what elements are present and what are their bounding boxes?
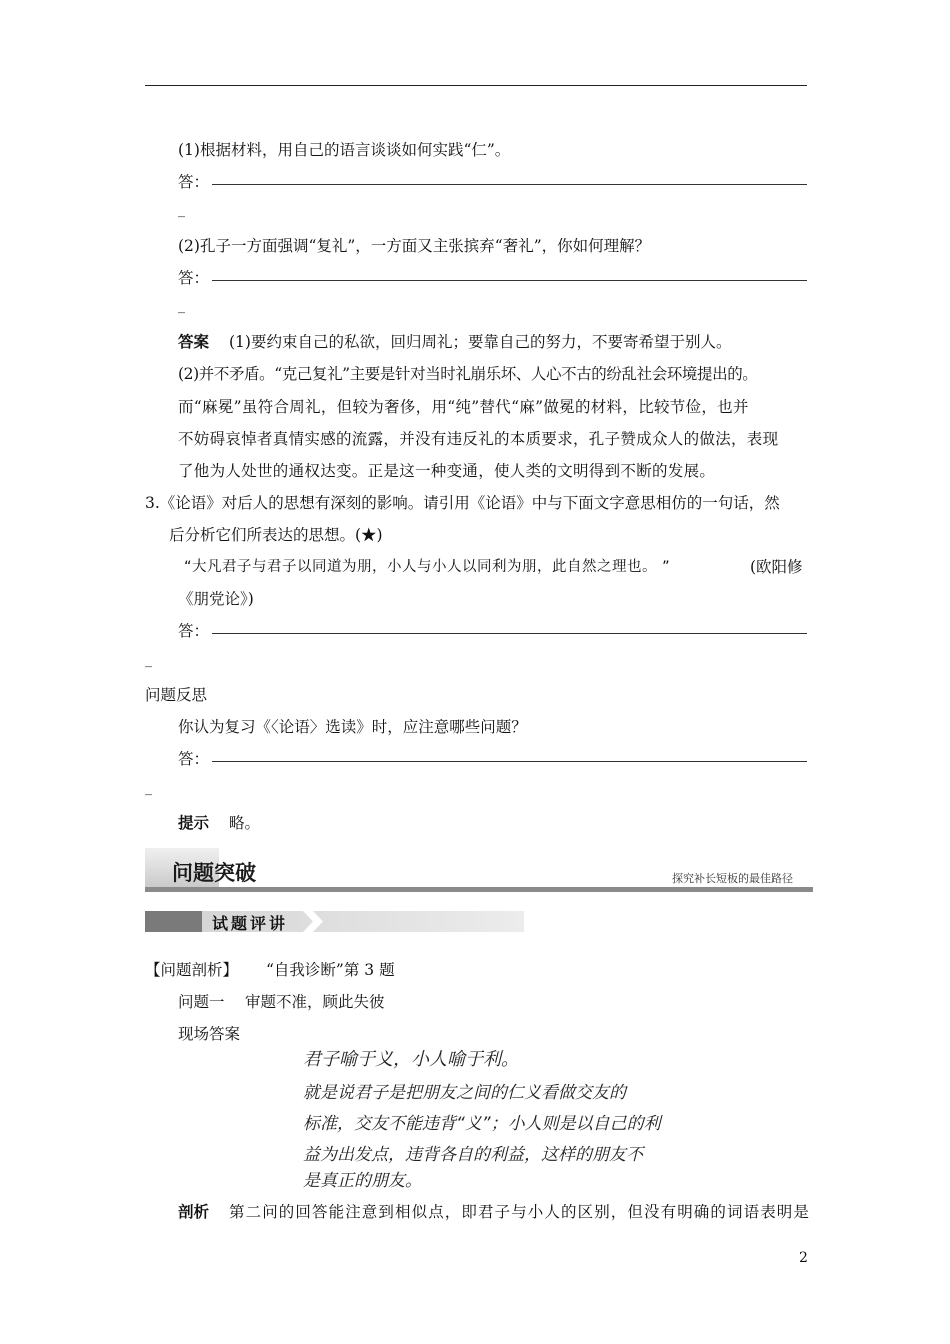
analysis-label: 剖析 — [178, 1203, 210, 1221]
answer-line-5: 了他为人处世的通权达变。正是这一种变通，使人类的文明得到不断的发展。 — [178, 462, 716, 480]
quote-source-2: 《朋党论》) — [178, 590, 254, 608]
section-subtitle: 探究补长短板的最佳路径 — [672, 872, 793, 885]
analysis-text: 第二问的回答能注意到相似点，即君子与小人的区别，但没有明确的词语表明是 — [229, 1203, 811, 1221]
answer-label: 答： — [178, 750, 210, 768]
section-title: 问题突破 — [172, 861, 256, 885]
reflection-title: 问题反思 — [145, 686, 208, 704]
page-number: 2 — [799, 1250, 808, 1266]
answer-line-1: (1)要约束自己的私欲，回归周礼；要靠自己的努力，不要寄希望于别人。 — [229, 333, 732, 351]
answer-label: 答： — [178, 269, 210, 287]
handwriting-line: 君子喻于义，小人喻于利。 — [303, 1049, 519, 1070]
section-header-rule — [145, 887, 813, 892]
analysis-reference: “自我诊断”第 3 题 — [266, 961, 395, 979]
hint-text: 略。 — [229, 814, 261, 832]
answer-key-label: 答案 — [178, 333, 210, 351]
answer-line-4: 不妨碍哀悼者真情实感的流露，并没有违反礼的本质要求，孔子赞成众人的做法，表现 — [178, 430, 779, 448]
quote-source-1: (欧阳修 — [750, 558, 803, 576]
line-dash: _ — [145, 652, 152, 668]
problem-text: 审题不准，顾此失彼 — [245, 993, 385, 1011]
answer-line — [212, 633, 807, 634]
question-1: (1)根据材料，用自己的语言谈谈如何实践“仁”。 — [178, 141, 511, 159]
subheader-title: 试题评讲 — [212, 914, 289, 933]
quote-text: “大凡君子与君子以同道为朋，小人与小人以同利为朋，此自然之理也。 ” — [184, 559, 671, 575]
handwriting-line: 益为出发点，违背各自的利益，这样的朋友不 — [303, 1145, 643, 1165]
subheader-arrow-icon — [303, 911, 325, 932]
handwriting-line: 就是说君子是把朋友之间的仁义看做交友的 — [303, 1083, 626, 1103]
line-dash: _ — [145, 780, 152, 796]
reflection-question: 你认为复习《〈论语〉选读》时，应注意哪些问题？ — [178, 718, 527, 736]
analysis-bracket: 【问题剖析】 — [145, 961, 239, 979]
answer-line — [212, 280, 807, 281]
answer-line — [212, 184, 807, 185]
subheader-dark-bar — [145, 911, 202, 932]
line-dash: _ — [178, 298, 185, 314]
handwriting-line: 标准，交友不能违背“义”；小人则是以自己的利 — [303, 1114, 661, 1134]
header-rule — [145, 85, 807, 86]
answer-line-3: 而“麻冕”虽符合周礼，但较为奢侈，用“纯”替代“麻”做冕的材料，比较节俭，也并 — [178, 398, 749, 416]
answer-line — [212, 761, 807, 762]
line-dash: _ — [178, 202, 185, 218]
answer-label: 答： — [178, 622, 210, 640]
handwriting-line: 是真正的朋友。 — [303, 1171, 422, 1191]
answer-label: 答： — [178, 173, 210, 191]
onsite-answer-label: 现场答案 — [178, 1025, 241, 1043]
answer-line-2: (2)并不矛盾。“克己复礼”主要是针对当时礼崩乐坏、人心不古的纷乱社会环境提出的。 — [178, 365, 758, 383]
hint-label: 提示 — [178, 814, 210, 832]
question-2: (2)孔子一方面强调“复礼”，一方面又主张摈弃“奢礼”，你如何理解？ — [178, 237, 651, 255]
question-3-line-2: 后分析它们所表达的思想。(★) — [169, 526, 383, 544]
problem-label: 问题一 — [178, 993, 225, 1011]
question-3-line-1: 3.《论语》对后人的思想有深刻的影响。请引用《论语》中与下面文字意思相仿的一句话，然 — [145, 494, 780, 512]
